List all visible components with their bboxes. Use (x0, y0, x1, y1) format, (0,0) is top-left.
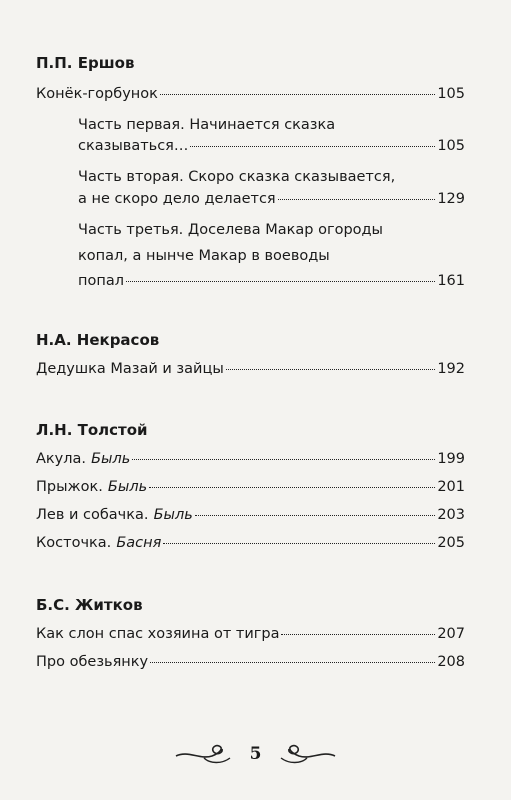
dot-leader (281, 634, 435, 635)
page-number: 201 (437, 479, 465, 495)
page-number: 205 (437, 535, 465, 551)
toc-entry[interactable] (36, 452, 465, 467)
page-number: 199 (437, 451, 465, 467)
page-number: 207 (437, 626, 465, 642)
page-number-footer: 5 (249, 744, 262, 764)
entry-title: Про обезьянку (36, 654, 149, 670)
toc-entry[interactable] (78, 274, 465, 289)
entry-genre: Быль (91, 451, 131, 467)
dot-leader (160, 94, 435, 95)
toc-entry[interactable] (36, 87, 465, 102)
entry-title: Конёк-горбунок (36, 86, 158, 102)
entry-title-line: копал, а нынче Макар в воеводы (78, 248, 330, 264)
dot-leader (132, 459, 435, 460)
entry-title: Акула. (36, 451, 87, 467)
entry-title-line: Часть третья. Доселева Макар огороды (78, 222, 383, 238)
author-heading: Б.С. Житков (36, 596, 143, 614)
toc-entry[interactable] (36, 508, 465, 523)
dot-leader (190, 146, 435, 147)
author-heading: Н.А. Некрасов (36, 331, 160, 349)
page-footer (0, 742, 511, 766)
ornament-right-icon (277, 742, 337, 766)
entry-title: Как слон спас хозяина от тигра (36, 626, 280, 642)
ornament-left-icon (174, 742, 234, 766)
entry-title: Дедушка Мазай и зайцы (36, 361, 224, 377)
entry-title-line: попал (78, 273, 124, 289)
entry-title-line: сказываться… (78, 138, 189, 154)
page-number: 192 (437, 361, 465, 377)
dot-leader (226, 369, 436, 370)
page-number: 105 (437, 138, 465, 154)
entry-title-line: а не скоро дело делается (78, 191, 276, 207)
toc-entry[interactable] (36, 362, 465, 377)
entry-title-line: Часть первая. Начинается сказка (78, 117, 336, 133)
page-number: 161 (437, 273, 465, 289)
toc-entry[interactable] (78, 139, 465, 154)
entry-title: Косточка. (36, 535, 112, 551)
entry-title: Лев и собачка. (36, 507, 149, 523)
author-heading: П.П. Ершов (36, 54, 135, 72)
entry-genre: Быль (107, 479, 148, 495)
dot-leader (150, 662, 435, 663)
dot-leader (163, 543, 435, 544)
toc-entry[interactable] (78, 192, 465, 207)
toc-entry[interactable] (36, 536, 465, 551)
dot-leader (149, 487, 435, 488)
page-number: 129 (437, 191, 465, 207)
page-number: 105 (437, 86, 465, 102)
toc-entry[interactable] (36, 480, 465, 495)
dot-leader (278, 199, 436, 200)
page-number: 203 (437, 507, 465, 523)
page-number: 208 (437, 654, 465, 670)
toc-entry[interactable] (36, 655, 465, 670)
entry-genre: Басня (116, 535, 162, 551)
entry-title: Прыжок. (36, 479, 103, 495)
dot-leader (126, 281, 435, 282)
dot-leader (195, 515, 436, 516)
entry-title-line: Часть вторая. Скоро сказка сказывается, (78, 169, 396, 185)
author-heading: Л.Н. Толстой (36, 421, 148, 439)
entry-genre: Быль (153, 507, 193, 523)
toc-entry[interactable] (36, 627, 465, 642)
